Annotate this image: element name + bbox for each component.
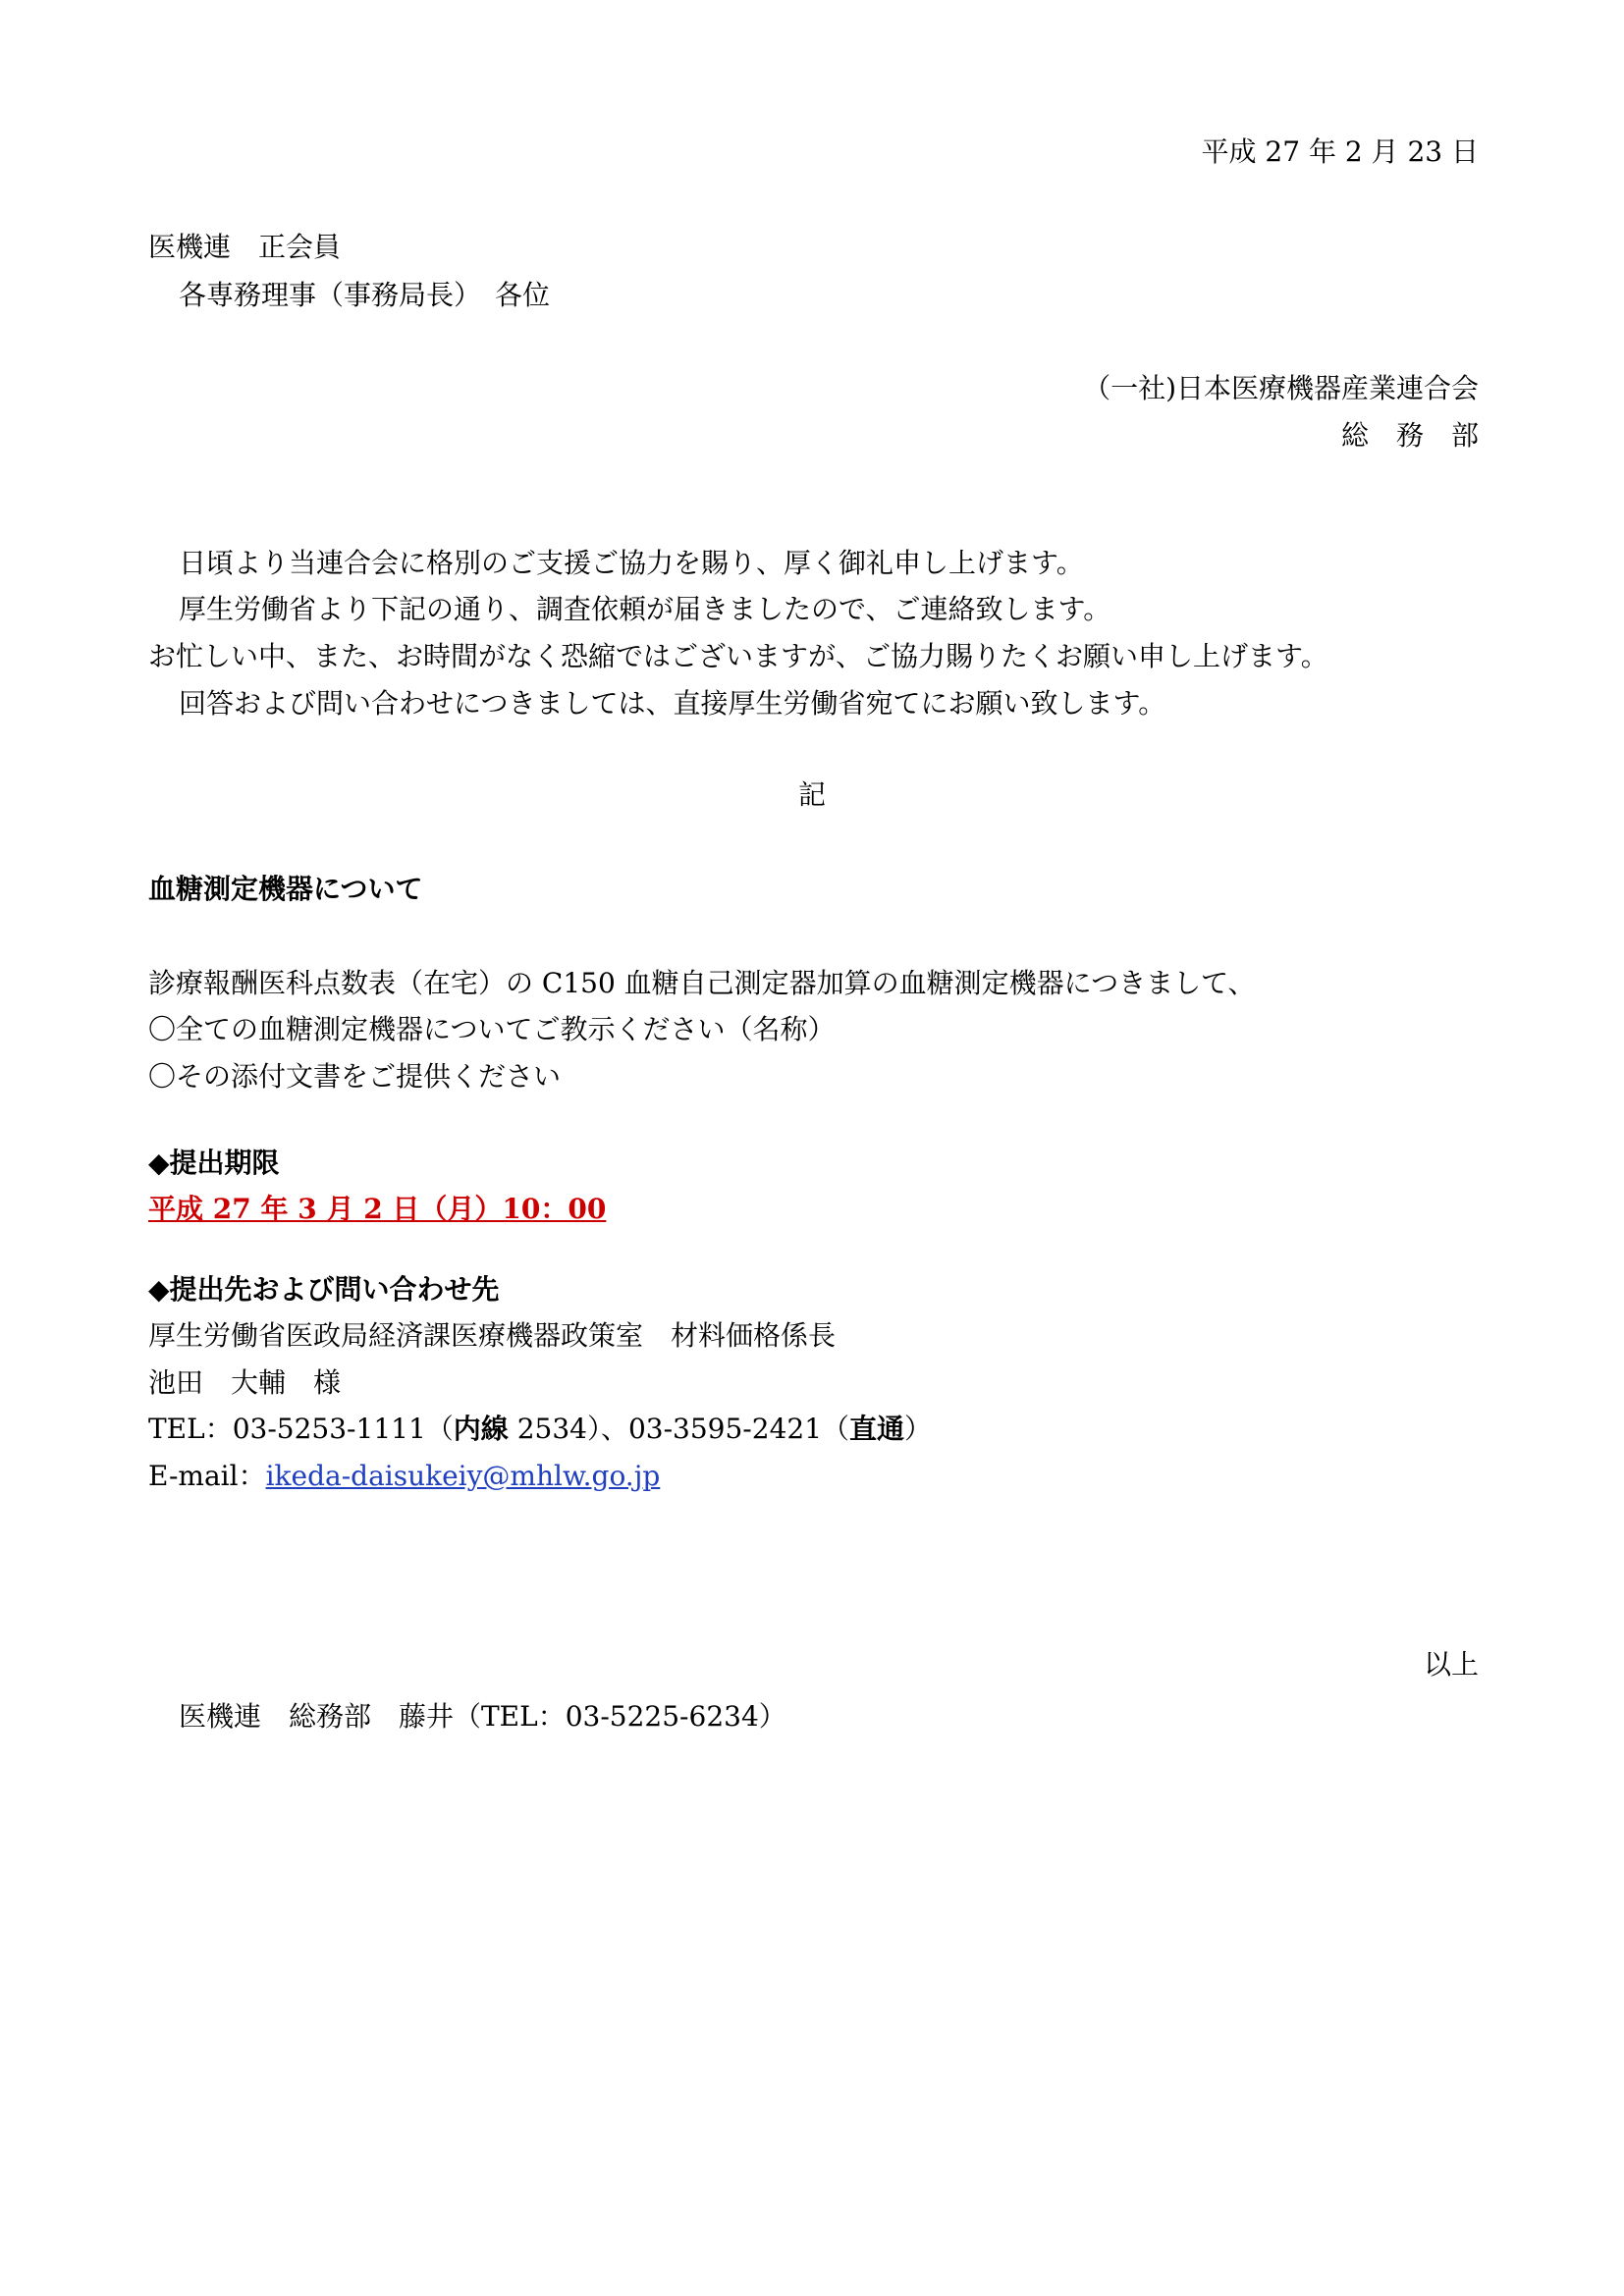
contact-email-link[interactable]: ikeda-daisukeiy@mhlw.go.jp — [265, 1460, 661, 1492]
deadline-value: 平成 27 年 3 月 2 日（月）10：00 — [148, 1193, 607, 1225]
closing-footer: 医機連 総務部 藤井（TEL：03-5225-6234） — [179, 1700, 786, 1733]
sender-organization: （一社)日本医療機器産業連合会 — [1083, 372, 1479, 404]
deadline-heading: ◆提出期限 — [148, 1147, 280, 1179]
contact-tel-prefix: TEL：03-5253-1111（ — [148, 1413, 454, 1445]
contact-office: 厚生労働省医政局経済課医療機器政策室 材料価格係長 — [148, 1319, 837, 1352]
contact-tel-suffix: ） — [904, 1413, 933, 1445]
contact-email-label: E-mail： — [148, 1460, 266, 1492]
notice-ki: 記 — [797, 778, 826, 811]
body-paragraph-4: 回答および問い合わせにつきましては、直接厚生労働省宛てにお願い致します。 — [179, 687, 1166, 720]
body-paragraph-2: 厚生労働省より下記の通り、調査依頼が届きましたので、ご連絡致します。 — [179, 593, 1111, 625]
contact-tel-direct-label: 直通 — [849, 1413, 905, 1445]
subject-line-2: 〇全ての血糖測定機器についてご教示ください（名称） — [148, 1013, 836, 1045]
contact-tel — [148, 1415, 932, 1443]
addressee-line-2: 各専務理事（事務局長） 各位 — [179, 279, 551, 311]
subject-title: 血糖測定機器について — [148, 873, 423, 905]
body-paragraph-1: 日頃より当連合会に格別のご支援ご協力を賜り、厚く御礼申し上げます。 — [179, 547, 1084, 579]
contact-tel-ext-label: 内線 — [453, 1413, 509, 1445]
closing-ijou: 以上 — [1423, 1648, 1479, 1681]
subject-line-1: 診療報酬医科点数表（在宅）の C150 血糖自己測定器加算の血糖測定機器につきまして、 — [148, 967, 1256, 999]
contact-heading: ◆提出先および問い合わせ先 — [148, 1273, 500, 1306]
subject-line-3: 〇その添付文書をご提供ください — [148, 1060, 562, 1093]
sender-department: 総 務 部 — [1340, 419, 1479, 452]
contact-tel-ext-number: 2534）、03-3595-2421（ — [508, 1413, 850, 1445]
contact-person: 池田 大輔 様 — [148, 1366, 342, 1399]
addressee-line-1: 医機連 正会員 — [148, 231, 342, 263]
contact-email-line — [148, 1460, 661, 1492]
body-paragraph-3: お忙しい中、また、お時間がなく恐縮ではございますが、ご協力賜りたくお願い申し上げます。 — [148, 640, 1328, 672]
document-date: 平成 27 年 2 月 23 日 — [1201, 135, 1479, 168]
